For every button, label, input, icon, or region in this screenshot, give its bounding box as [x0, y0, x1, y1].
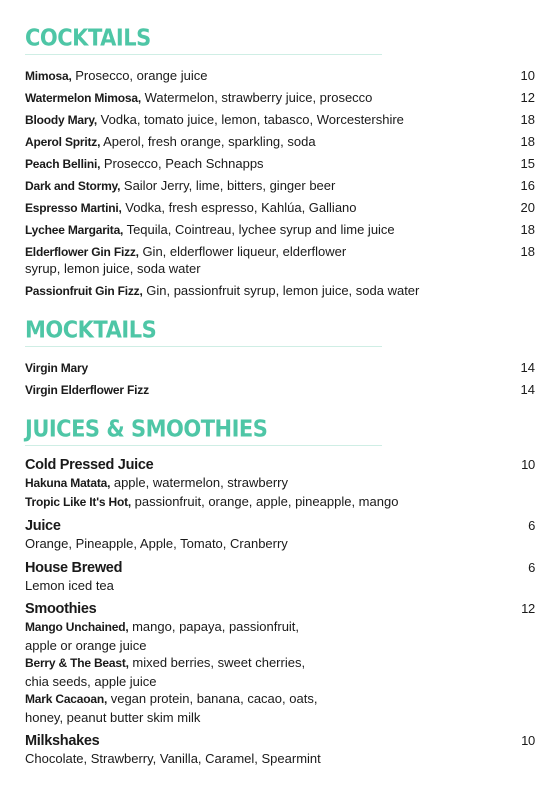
item-name: Mimosa, [25, 69, 72, 83]
category-header [25, 456, 535, 474]
item-name: Mark Cacaoan, [25, 692, 108, 706]
menu-item [25, 131, 535, 153]
item-price: 12 [520, 90, 535, 105]
item-price: 18 [520, 134, 535, 149]
item-desc: vegan protein, banana, cacao, oats, [107, 691, 318, 706]
item-name: Berry & The Beast, [25, 656, 129, 670]
section-divider [25, 346, 382, 347]
item-desc: mango, papaya, passionfruit, [128, 619, 300, 634]
item-name: Tropic Like It's Hot, [25, 494, 132, 509]
menu-item [25, 175, 535, 197]
category-header [25, 732, 535, 750]
menu-item [25, 197, 535, 219]
item-desc: passionfruit, orange, apple, pineapple, mango [131, 493, 399, 509]
item-price: 14 [520, 382, 535, 397]
milkshakes-group [25, 732, 535, 768]
menu-item [25, 153, 535, 175]
category-header [25, 517, 535, 535]
cocktails-heading: COCKTAILS [25, 24, 151, 51]
menu-item [25, 474, 535, 493]
item-name: Espresso Martini, [25, 201, 122, 215]
item-desc-cont: apple or orange juice [25, 637, 147, 653]
category-desc: Orange, Pineapple, Apple, Tomato, Cranberry [25, 536, 288, 551]
item-desc: Prosecco, Peach Schnapps [100, 156, 264, 171]
menu-item [25, 280, 535, 302]
item-desc: Watermelon, strawberry juice, prosecco [140, 90, 373, 105]
menu-item [25, 109, 535, 131]
juice-group [25, 517, 535, 553]
menu-item [25, 618, 535, 637]
item-desc: Tequila, Cointreau, lychee syrup and lime juice [123, 222, 395, 237]
item-name: Virgin Mary [25, 361, 88, 375]
category-desc: Chocolate, Strawberry, Vanilla, Caramel, Spearmint [25, 751, 321, 766]
item-desc: Aperol, fresh orange, sparkling, soda [100, 134, 316, 149]
menu-item [25, 654, 535, 673]
item-name: Bloody Mary, [25, 113, 98, 127]
item-name: Virgin Elderflower Fizz [25, 383, 149, 397]
item-name: Passionfruit Gin Fizz, [25, 284, 143, 298]
smoothies-group [25, 600, 535, 726]
item-desc-cont: honey, peanut butter skim milk [25, 709, 201, 725]
category-title: House Brewed [25, 559, 123, 576]
item-name: Aperol Spritz, [25, 135, 101, 149]
mocktails-heading: MOCKTAILS [25, 316, 157, 343]
item-price [495, 280, 535, 302]
juices-heading: JUICES & SMOOTHIES [25, 415, 268, 442]
menu-page [25, 24, 535, 768]
category-title: Milkshakes [25, 733, 100, 749]
menu-item [25, 493, 535, 512]
item-price: 18 [520, 112, 535, 127]
item-desc: Vodka, fresh espresso, Kahlúa, Galliano [121, 200, 357, 215]
item-desc: Sailor Jerry, lime, bitters, ginger beer [120, 178, 336, 193]
item-price: 18 [520, 244, 535, 259]
section-divider [25, 445, 382, 446]
category-price: 10 [521, 457, 535, 472]
item-price: 15 [520, 156, 535, 171]
item-name: Elderflower Gin Fizz, [25, 245, 139, 259]
category-price: 12 [521, 601, 535, 616]
item-desc: Gin, elderflower liqueur, elderflower syrup, lemon juice, soda water [25, 244, 347, 276]
item-name: Lychee Margarita, [25, 223, 124, 237]
category-price: 10 [521, 733, 535, 748]
menu-item [25, 244, 535, 277]
menu-item [25, 379, 535, 401]
item-price: 20 [520, 200, 535, 215]
category-title: Juice [25, 518, 61, 534]
menu-item [25, 87, 535, 109]
menu-item [25, 65, 535, 87]
category-header [25, 559, 535, 577]
cocktails-list [25, 65, 535, 302]
item-name: Peach Bellini, [25, 157, 101, 171]
category-price: 6 [528, 559, 535, 575]
item-name: Hakuna Matata, [25, 476, 111, 490]
item-price: 14 [520, 360, 535, 375]
category-desc: Lemon iced tea [25, 577, 114, 593]
item-desc: Gin, passionfruit syrup, lemon juice, soda water [142, 283, 420, 298]
item-desc: apple, watermelon, strawberry [110, 475, 288, 490]
item-name: Mango Unchained, [25, 620, 129, 634]
item-price: 18 [520, 222, 535, 237]
house-brewed-group [25, 559, 535, 595]
cold-pressed-group [25, 456, 535, 511]
menu-item [25, 690, 535, 709]
category-title: Cold Pressed Juice [25, 457, 154, 473]
item-name: Watermelon Mimosa, [25, 91, 141, 105]
mocktails-list [25, 357, 535, 401]
category-price: 6 [528, 518, 535, 533]
menu-item [25, 219, 535, 241]
category-title: Smoothies [25, 601, 97, 617]
item-desc-cont: chia seeds, apple juice [25, 673, 157, 689]
item-price: 16 [520, 178, 535, 193]
item-desc: Vodka, tomato juice, lemon, tabasco, Worcestershire [97, 112, 404, 127]
section-divider [25, 54, 382, 55]
item-price: 10 [520, 68, 535, 83]
item-name: Dark and Stormy, [25, 179, 121, 193]
item-desc: mixed berries, sweet cherries, [128, 655, 306, 670]
item-desc: Prosecco, orange juice [71, 68, 208, 83]
menu-item [25, 357, 535, 379]
category-header [25, 600, 535, 618]
